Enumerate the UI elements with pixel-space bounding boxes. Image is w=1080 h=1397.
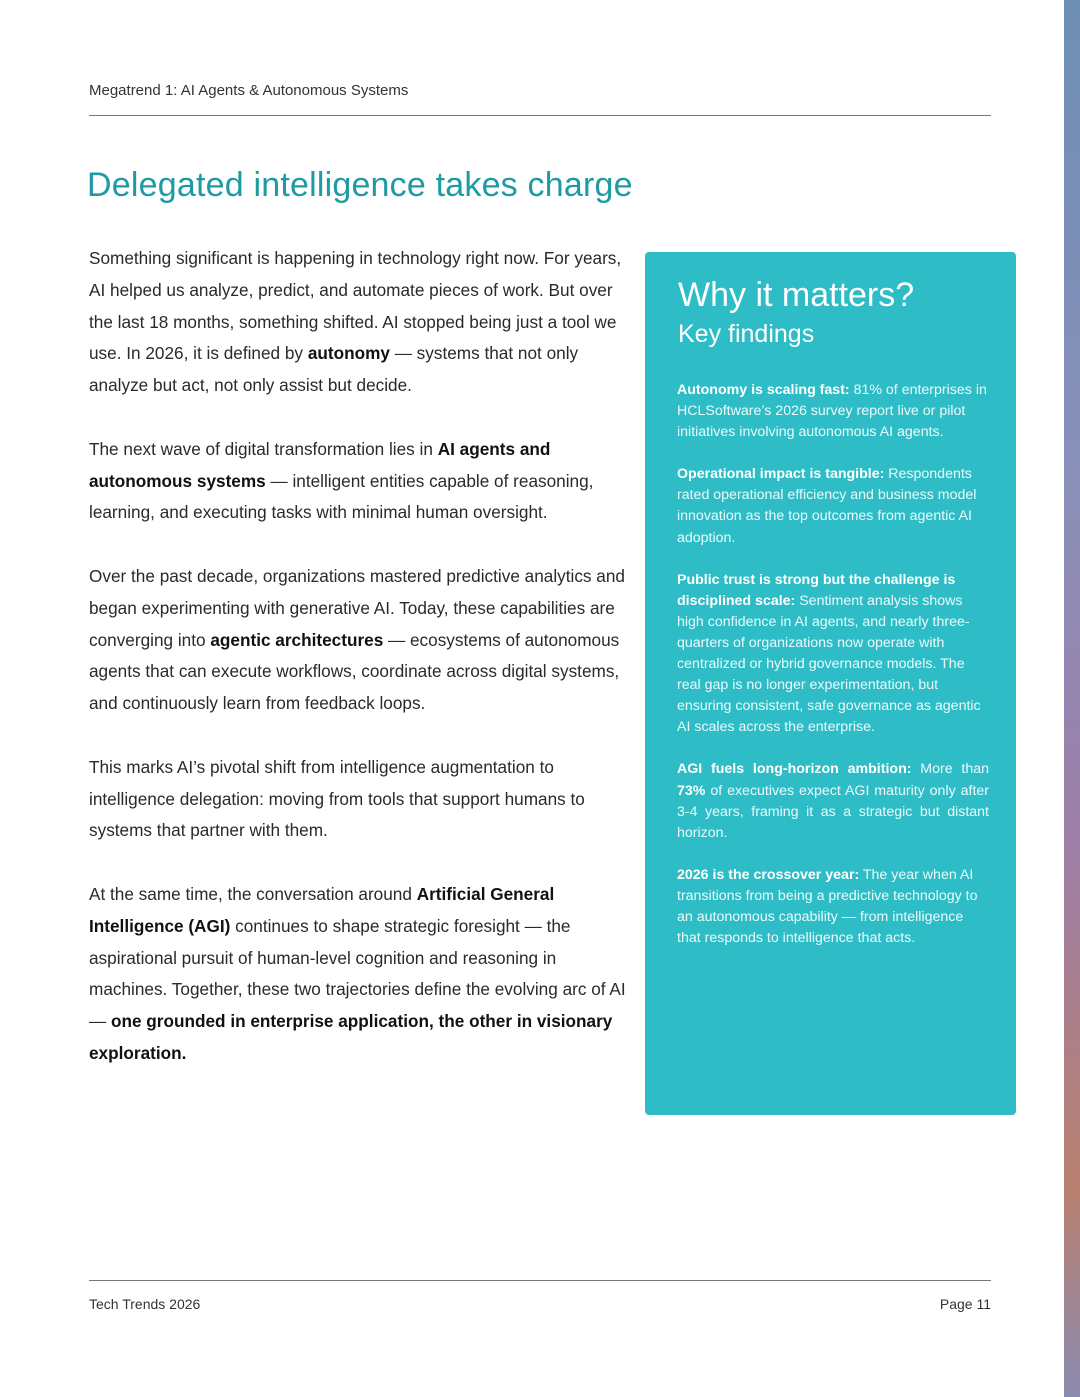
- body-emphasis: Artificial General Intelligence (AGI): [89, 883, 555, 936]
- body-text: Something significant is happening in technology right now. For years, AI helped us analyze, predict, and automate pieces of work. But over the last 18 months, something shifted. AI stopped being just a tool we use. In 2026, it is defined by: [89, 248, 622, 364]
- panel-subtitle: Key findings: [678, 320, 815, 348]
- finding-text: Sentiment analysis shows high confidence in AI agents, and nearly three-quarters of organizations now operate with centralized or hybrid governance models. The real gap is no longer experimentation, but ensuring consistent, safe governance as agentic AI scales across the enterprise.: [677, 592, 981, 736]
- body-text: Over the past decade, organizations mastered predictive analytics and began experimenting with generative AI. Today, these capabilities are converging into: [89, 565, 625, 650]
- body-emphasis: autonomy: [307, 343, 390, 364]
- body-text: — ecosystems of autonomous agents that can execute workflows, coordinate across digital systems, and continuously learn from feedback loops.: [89, 629, 620, 714]
- body-text: — systems that not only analyze but act, not only assist but decide.: [89, 343, 579, 396]
- key-findings-panel: [645, 252, 1016, 1115]
- body-paragraph-1: [89, 243, 629, 402]
- section-header: Megatrend 1: AI Agents & Autonomous Systems: [89, 82, 409, 99]
- finding-lead: 2026 is the crossover year:: [677, 866, 860, 883]
- finding-lead: Autonomy is scaling fast:: [677, 382, 850, 398]
- body-text: The next wave of digital transformation lies in: [89, 438, 438, 459]
- panel-title: Why it matters?: [678, 276, 915, 314]
- body-text: continues to shape strategic foresight — the aspirational pursuit of human-level cognition and reasoning in machines. Together, these two trajectories define the evolving arc of AI —: [89, 915, 626, 1032]
- body-text: At the same time, the conversation around: [89, 883, 417, 904]
- body-column: [89, 243, 629, 1102]
- finding-item: [677, 380, 989, 443]
- finding-item: [677, 570, 989, 739]
- page-title: Delegated intelligence takes charge: [87, 166, 633, 204]
- footer-publication: Tech Trends 2026: [89, 1296, 201, 1312]
- finding-lead: Operational impact is tangible:: [677, 466, 885, 483]
- body-emphasis: agentic architectures: [210, 629, 384, 650]
- finding-item: [677, 464, 989, 548]
- body-text: This marks AI’s pivotal shift from intelligence augmentation to intelligence delegation: moving from tools that support humans to systems that partner with them.: [89, 756, 585, 841]
- finding-text: of executives expect AGI maturity only after 3-4 years, framing it as a strategic but distant horizon.: [677, 782, 989, 841]
- body-text: — intelligent entities capable of reasoning, learning, and executing tasks with minimal human oversight.: [89, 470, 594, 523]
- header-divider: [89, 115, 991, 116]
- finding-text: Respondents rated operational efficiency and business model innovation as the top outcomes from agentic AI adoption.: [677, 466, 977, 546]
- body-emphasis: AI agents and autonomous systems: [89, 438, 551, 491]
- finding-lead: Public trust is strong but the challenge is disciplined scale:: [677, 571, 956, 609]
- body-paragraph-2: [89, 434, 629, 529]
- finding-item: [677, 865, 989, 949]
- finding-lead: AGI fuels long-horizon ambition:: [677, 761, 912, 778]
- body-paragraph-4: [89, 752, 629, 847]
- finding-item: [677, 759, 989, 843]
- footer-divider: [89, 1280, 991, 1281]
- findings-list: [677, 380, 989, 970]
- finding-stat: 73%: [677, 782, 706, 799]
- page-edge-gradient: [1064, 0, 1080, 1397]
- body-paragraph-3: [89, 561, 629, 720]
- finding-text: The year when AI transitions from being a predictive technology to an autonomous capability — from intelligence that responds to intelligence that acts.: [677, 866, 978, 947]
- finding-text: More than: [911, 761, 990, 778]
- body-paragraph-5: [89, 879, 629, 1070]
- finding-text: 81% of enterprises in HCLSoftware’s 2026 survey report live or pilot initiatives involving autonomous AI agents.: [677, 382, 987, 441]
- page-number: Page 11: [939, 1296, 991, 1312]
- body-emphasis: one grounded in enterprise application, the other in visionary exploration.: [89, 1011, 613, 1063]
